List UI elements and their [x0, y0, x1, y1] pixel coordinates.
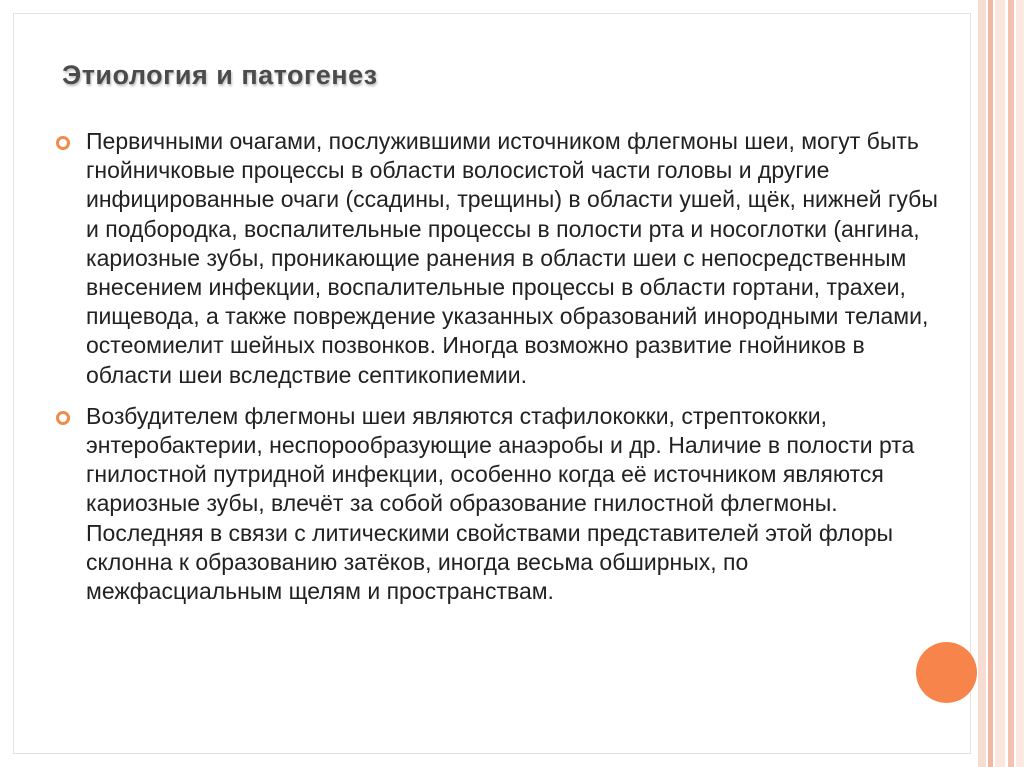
decor-stripe — [988, 0, 993, 767]
slide-title: Этиология и патогенез — [62, 60, 378, 90]
ring-bullet-icon — [56, 136, 70, 150]
bullet-text: Первичными очагами, послужившими источником флегмоны шеи, могут быть гнойничковые процессы в области волосистой части головы и другие инфицированные очаги (ссадины, трещины) в области ушей, щёк, нижней губы и подбородка, воспалительные процессы в полости рта и носоглотки (ангина, кариозные зубы, проникающие ранения в области шеи с непосредственным внесением инфекции, воспалительные процессы в области гортани, трахеи, пищевода, а также повреждение указанных образований инородными телами, остеомиелит шейных позвонков. Иногда возможно развитие гнойников в области шеи вследствие септикопиемии. — [86, 128, 938, 388]
decor-stripe — [1008, 0, 1014, 767]
bullet-item — [56, 402, 946, 606]
bullet-text: Возбудителем флегмоны шеи являются стафилококки, стрептококки, энтеробактерии, неспорообразующие анаэробы и др. Наличие в полости рта гнилостной путридной инфекции, особенно когда её источником являются кариозные зубы, влечёт за собой образование гнилостной флегмоны. Последняя в связи с литическими свойствами представителей этой флоры склонна к образованию затёков, иногда весьма обширных, по межфасциальным щелям и пространствам. — [86, 402, 915, 605]
decor-stripe — [1016, 0, 1024, 767]
ring-bullet-icon — [56, 411, 70, 425]
decor-stripe — [978, 0, 986, 767]
decor-circle — [916, 642, 977, 703]
bullet-list — [56, 127, 946, 618]
bullet-item — [56, 127, 946, 390]
decor-stripe — [995, 0, 1005, 767]
